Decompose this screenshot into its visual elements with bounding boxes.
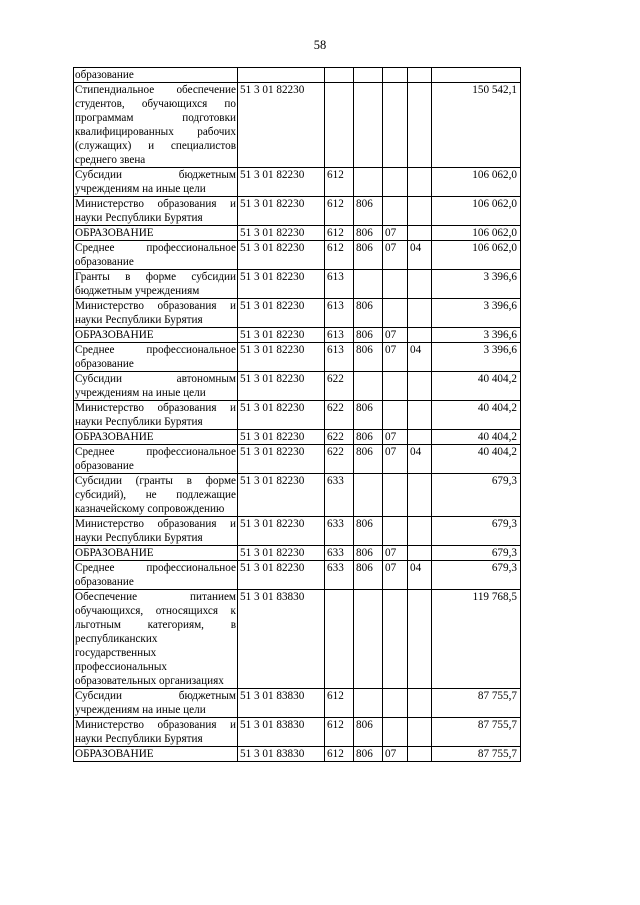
cell-expense-type: 633 [325, 517, 354, 546]
cell-subsection: 04 [408, 241, 432, 270]
cell-amount: 40 404,2 [432, 430, 521, 445]
cell-expense-type: 622 [325, 430, 354, 445]
cell-administrator [354, 689, 383, 718]
cell-target-article: 51 3 01 82230 [238, 561, 325, 590]
cell-target-article: 51 3 01 83830 [238, 689, 325, 718]
cell-target-article: 51 3 01 82230 [238, 241, 325, 270]
cell-administrator [354, 270, 383, 299]
cell-administrator: 806 [354, 561, 383, 590]
cell-section [383, 83, 408, 168]
cell-target-article: 51 3 01 82230 [238, 372, 325, 401]
cell-name: Обеспечение питанием обучающихся, относящихся к льготным категориям, в республиканских государственных профессиональных образовательных организациях [75, 591, 236, 687]
cell-administrator [354, 372, 383, 401]
cell-target-article: 51 3 01 82230 [238, 430, 325, 445]
cell-target-article: 51 3 01 82230 [238, 270, 325, 299]
cell-amount: 150 542,1 [432, 83, 521, 168]
cell-target-article: 51 3 01 82230 [238, 401, 325, 430]
cell-administrator: 806 [354, 747, 383, 762]
cell-section [383, 474, 408, 517]
cell-subsection [408, 546, 432, 561]
cell-expense-type: 613 [325, 343, 354, 372]
cell-amount: 679,3 [432, 474, 521, 517]
cell-target-article: 51 3 01 82230 [238, 517, 325, 546]
cell-expense-type: 622 [325, 401, 354, 430]
cell-expense-type: 622 [325, 445, 354, 474]
table-row [74, 226, 521, 241]
cell-section [383, 197, 408, 226]
cell-name: Министерство образования и науки Республики Бурятия [75, 198, 236, 224]
cell-amount: 106 062,0 [432, 241, 521, 270]
cell-name: Субсидии бюджетным учреждениям на иные цели [75, 169, 236, 195]
cell-amount: 87 755,7 [432, 689, 521, 718]
cell-target-article: 51 3 01 82230 [238, 474, 325, 517]
cell-administrator: 806 [354, 343, 383, 372]
cell-amount: 3 396,6 [432, 299, 521, 328]
cell-section [383, 168, 408, 197]
cell-expense-type: 633 [325, 561, 354, 590]
cell-administrator: 806 [354, 328, 383, 343]
cell-name: Субсидии бюджетным учреждениям на иные цели [75, 690, 236, 716]
table-row [74, 270, 521, 299]
cell-name: ОБРАЗОВАНИЕ [74, 226, 238, 241]
cell-expense-type [325, 83, 354, 168]
table-row [74, 747, 521, 762]
cell-amount: 3 396,6 [432, 270, 521, 299]
cell-section: 07 [383, 561, 408, 590]
cell-expense-type: 612 [325, 197, 354, 226]
cell-administrator: 806 [354, 241, 383, 270]
cell-subsection: 04 [408, 445, 432, 474]
cell-target-article: 51 3 01 82230 [238, 226, 325, 241]
cell-section [383, 299, 408, 328]
cell-amount: 679,3 [432, 517, 521, 546]
cell-section: 07 [383, 241, 408, 270]
cell-administrator [354, 68, 383, 83]
cell-target-article: 51 3 01 82230 [238, 299, 325, 328]
cell-subsection: 04 [408, 561, 432, 590]
cell-expense-type: 612 [325, 241, 354, 270]
table-row [74, 68, 521, 83]
table-row [74, 590, 521, 689]
cell-subsection [408, 689, 432, 718]
table-row [74, 445, 521, 474]
cell-amount: 3 396,6 [432, 328, 521, 343]
cell-expense-type: 633 [325, 474, 354, 517]
cell-subsection [408, 299, 432, 328]
cell-target-article: 51 3 01 83830 [238, 590, 325, 689]
cell-name: Стипендиальное обеспечение студентов, обучающихся по программам подготовки квалифицированных рабочих (служащих) и специалистов среднего звена [75, 84, 236, 166]
table-row [74, 372, 521, 401]
cell-subsection [408, 197, 432, 226]
cell-target-article: 51 3 01 82230 [238, 328, 325, 343]
cell-section: 07 [383, 430, 408, 445]
cell-administrator: 806 [354, 299, 383, 328]
cell-subsection [408, 226, 432, 241]
cell-administrator: 806 [354, 517, 383, 546]
cell-expense-type [325, 68, 354, 83]
table-row [74, 474, 521, 517]
cell-section [383, 689, 408, 718]
cell-administrator [354, 590, 383, 689]
cell-administrator [354, 474, 383, 517]
cell-section: 07 [383, 226, 408, 241]
cell-administrator: 806 [354, 445, 383, 474]
cell-target-article: 51 3 01 82230 [238, 168, 325, 197]
cell-expense-type: 633 [325, 546, 354, 561]
cell-section: 07 [383, 747, 408, 762]
cell-expense-type: 613 [325, 328, 354, 343]
cell-target-article: 51 3 01 82230 [238, 445, 325, 474]
table-row [74, 299, 521, 328]
cell-name: Министерство образования и науки Республики Бурятия [75, 402, 236, 428]
cell-name: Субсидии автономным учреждениям на иные цели [75, 373, 236, 399]
cell-administrator: 806 [354, 430, 383, 445]
cell-name: Среднее профессиональное образование [75, 446, 236, 472]
cell-expense-type: 612 [325, 168, 354, 197]
cell-name: Среднее профессиональное образование [75, 562, 236, 588]
cell-administrator: 806 [354, 401, 383, 430]
cell-subsection [408, 83, 432, 168]
cell-target-article: 51 3 01 82230 [238, 546, 325, 561]
table-row [74, 401, 521, 430]
cell-amount: 679,3 [432, 561, 521, 590]
cell-amount: 106 062,0 [432, 226, 521, 241]
cell-section [383, 401, 408, 430]
cell-name: Субсидии (гранты в форме субсидий), не подлежащие казначейскому сопровождению [75, 475, 236, 515]
page-number: 58 [313, 38, 327, 52]
cell-administrator: 806 [354, 197, 383, 226]
cell-section: 07 [383, 343, 408, 372]
cell-section [383, 590, 408, 689]
cell-subsection [408, 590, 432, 689]
cell-subsection [408, 517, 432, 546]
cell-name: ОБРАЗОВАНИЕ [74, 328, 238, 343]
cell-section [383, 68, 408, 83]
cell-expense-type [325, 590, 354, 689]
cell-amount: 87 755,7 [432, 747, 521, 762]
cell-subsection [408, 401, 432, 430]
cell-subsection [408, 474, 432, 517]
cell-target-article: 51 3 01 83830 [238, 747, 325, 762]
table-row [74, 83, 521, 168]
cell-subsection: 04 [408, 343, 432, 372]
cell-name: Министерство образования и науки Республики Бурятия [75, 719, 236, 745]
cell-section: 07 [383, 328, 408, 343]
cell-amount: 679,3 [432, 546, 521, 561]
cell-amount: 40 404,2 [432, 401, 521, 430]
cell-subsection [408, 718, 432, 747]
cell-name: Среднее профессиональное образование [75, 242, 236, 268]
cell-expense-type: 612 [325, 747, 354, 762]
cell-target-article: 51 3 01 82230 [238, 197, 325, 226]
table-row [74, 343, 521, 372]
cell-section [383, 270, 408, 299]
cell-name: ОБРАЗОВАНИЕ [74, 430, 238, 445]
table-row [74, 561, 521, 590]
cell-target-article: 51 3 01 83830 [238, 718, 325, 747]
cell-section [383, 517, 408, 546]
cell-administrator [354, 83, 383, 168]
table-row [74, 689, 521, 718]
cell-name: образование [74, 68, 238, 83]
cell-administrator: 806 [354, 718, 383, 747]
cell-name: Министерство образования и науки Республики Бурятия [75, 518, 236, 544]
table-row [74, 718, 521, 747]
cell-subsection [408, 68, 432, 83]
budget-table [73, 67, 521, 762]
cell-administrator: 806 [354, 226, 383, 241]
cell-subsection [408, 270, 432, 299]
cell-subsection [408, 747, 432, 762]
cell-target-article [238, 68, 325, 83]
cell-administrator: 806 [354, 546, 383, 561]
cell-expense-type: 622 [325, 372, 354, 401]
cell-amount: 3 396,6 [432, 343, 521, 372]
cell-amount: 106 062,0 [432, 197, 521, 226]
cell-name: ОБРАЗОВАНИЕ [74, 546, 238, 561]
cell-subsection [408, 430, 432, 445]
table-row [74, 241, 521, 270]
budget-table-body [74, 68, 521, 762]
cell-amount [432, 68, 521, 83]
table-row [74, 168, 521, 197]
cell-expense-type: 613 [325, 299, 354, 328]
cell-section [383, 718, 408, 747]
table-row [74, 517, 521, 546]
cell-expense-type: 613 [325, 270, 354, 299]
cell-amount: 106 062,0 [432, 168, 521, 197]
cell-amount: 119 768,5 [432, 590, 521, 689]
cell-subsection [408, 372, 432, 401]
cell-amount: 87 755,7 [432, 718, 521, 747]
cell-target-article: 51 3 01 82230 [238, 83, 325, 168]
cell-name: ОБРАЗОВАНИЕ [74, 747, 238, 762]
cell-section [383, 372, 408, 401]
cell-administrator [354, 168, 383, 197]
cell-name: Гранты в форме субсидии бюджетным учреждениям [75, 271, 236, 297]
cell-name: Министерство образования и науки Республики Бурятия [75, 300, 236, 326]
table-row [74, 197, 521, 226]
cell-subsection [408, 168, 432, 197]
cell-name: Среднее профессиональное образование [75, 344, 236, 370]
cell-expense-type: 612 [325, 718, 354, 747]
cell-expense-type: 612 [325, 689, 354, 718]
cell-target-article: 51 3 01 82230 [238, 343, 325, 372]
table-row [74, 546, 521, 561]
table-row [74, 430, 521, 445]
cell-amount: 40 404,2 [432, 372, 521, 401]
cell-expense-type: 612 [325, 226, 354, 241]
cell-amount: 40 404,2 [432, 445, 521, 474]
cell-section: 07 [383, 546, 408, 561]
table-row [74, 328, 521, 343]
cell-section: 07 [383, 445, 408, 474]
cell-subsection [408, 328, 432, 343]
